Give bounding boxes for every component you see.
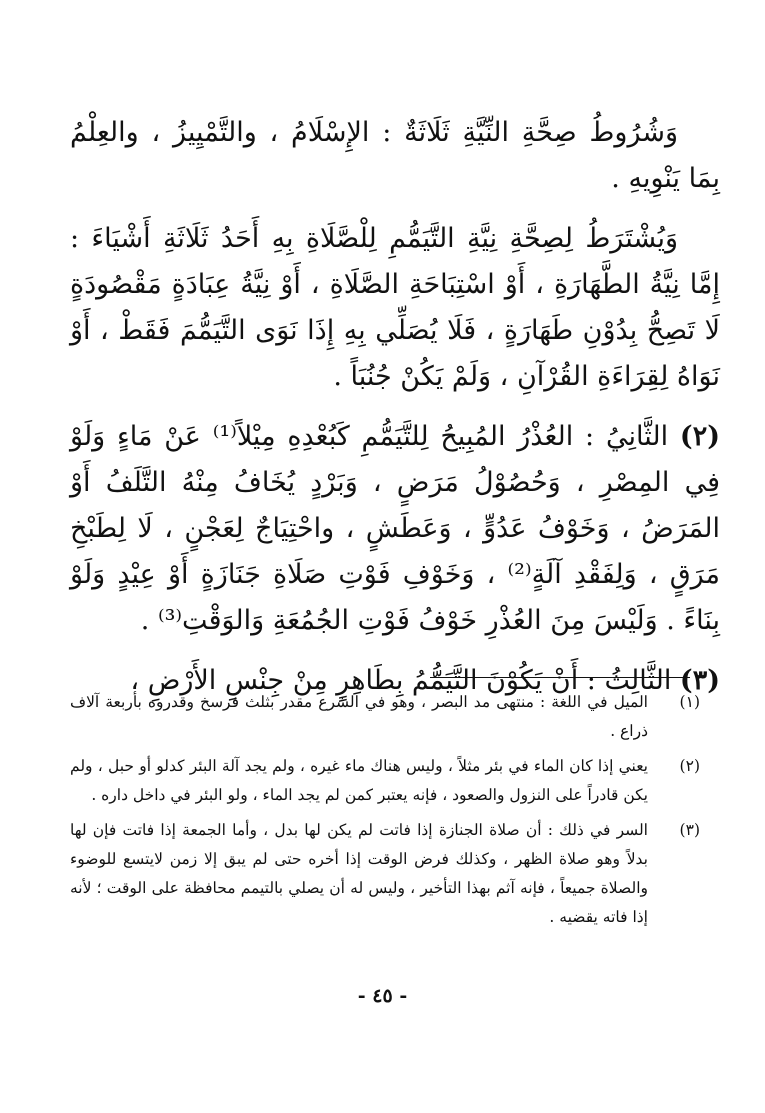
footnotes (70, 688, 700, 938)
paragraph-number: (٢) (679, 421, 720, 452)
paragraph-second-condition (70, 414, 720, 644)
footnote-text: الميل في اللغة : منتهى مد البصر ، وهو في الشرع مقدر بثلث فرسخ وقدروه بأربعة آلاف ذراع . (70, 693, 648, 740)
paragraph-tayammum-intention (70, 216, 720, 400)
footnote-text: يعني إذا كان الماء في بئر مثلاً ، وليس هناك ماء غيره ، ولم يجد آلة البئر كدلو أو حبل ، ولم يكن قادراً على النزول والصعود ، فإنه يعتبر كمن لم يجد الماء ، ولو البئر في داخل داره . (70, 757, 648, 804)
main-text (70, 110, 720, 718)
footnote-item (70, 816, 700, 932)
footnote-number: (٣) (679, 821, 700, 839)
footnote-text: السر في ذلك : أن صلاة الجنازة إذا فاتت لم يكن لها بدل ، وأما الجمعة إذا فاتت فإن لها بدلاً وهو صلاة الظهر ، وكذلك فرض الوقت إذا أخره حتى لم يبق إلا زمن لايتسع للوضوء والصلاة جميعاً ، فإنه آثم بهذا التأخير ، وليس له أن يصلي بالتيمم محافظة على الوقت ؛ لأنه إذا فاته يقضيه . (70, 821, 648, 926)
footnote-item (70, 752, 700, 810)
paragraph-text: وَيُشْتَرَطُ لِصِحَّةِ نِيَّةِ التَّيَمُّمِ لِلْصَّلَاةِ بِهِ أَحَدُ ثَلَاثَةِ أَشْيَاءَ : إِمَّا نِيَّةُ الطَّهَارَةِ ، أَوْ اسْتِبَاحَةِ الصَّلَاةِ ، أَوْ نِيَّةُ عِبَادَةٍ مَقْصُودَةٍ لَا تَصِحُّ بِدُوْنِ طَهَارَةٍ ، فَلَا يُصَلِّي بِهِ إِذَا نَوَى التَّيَمُّمَ فَقَطْ ، أَوْ نَوَاهُ لِقِرَاءَةِ القُرْآنِ ، وَلَمْ يَكُنْ جُنُبَاً . (70, 223, 720, 392)
footnote-number: (١) (679, 693, 700, 711)
paragraph-text: الثَّالِثُ : أَنْ يَكُوْنَ التَّيَمُّمُ بِطَاهِرٍ مِنْ جِنْسِ الأَرْضِ ، (130, 665, 672, 696)
paragraph-text: الثَّانِيُ : العُذْرُ المُبِيحُ لِلتَّيَمُّمِ كَبُعْدِهِ مِيْلاً⁽¹⁾ عَنْ مَاءٍ وَلَوْ فِي المِصْرِ ، وَحُصُوْلُ مَرَضٍ ، وَبَرْدٍ يُخَافُ مِنْهُ التَّلَفُ أَوْ المَرَضُ ، وَخَوْفُ عَدُوٍّ ، وَعَطَشٍ ، واحْتِيَاجٌ لِعَجْنٍ ، لَا لِطَبْخِ مَرَقٍ ، وَلِفَقْدِ آلَةٍ⁽²⁾ ، وَخَوْفِ فَوْتِ صَلَاةِ جَنَازَةٍ أَوْ عِيْدٍ وَلَوْ بِنَاءً . وَلَيْسَ مِنَ العُذْرِ خَوْفُ فَوْتِ الجُمُعَةِ وَالوَقْتِ⁽³⁾ . (70, 421, 721, 636)
paragraph-text: وَشُرُوطُ صِحَّةِ النِّيَّةِ ثَلَاثَةٌ : الإِسْلَامُ ، والتَّمْيِيزُ ، والعِلْمُ بِمَا يَنْوِيهِ . (70, 117, 720, 194)
footnote-item (70, 688, 700, 746)
footnote-number: (٢) (679, 757, 700, 775)
page-number: - ٤٥ - (357, 985, 408, 1007)
footnote-separator (430, 677, 690, 678)
paragraph-intention-conditions (70, 110, 720, 202)
paragraph-number: (٣) (679, 665, 720, 696)
